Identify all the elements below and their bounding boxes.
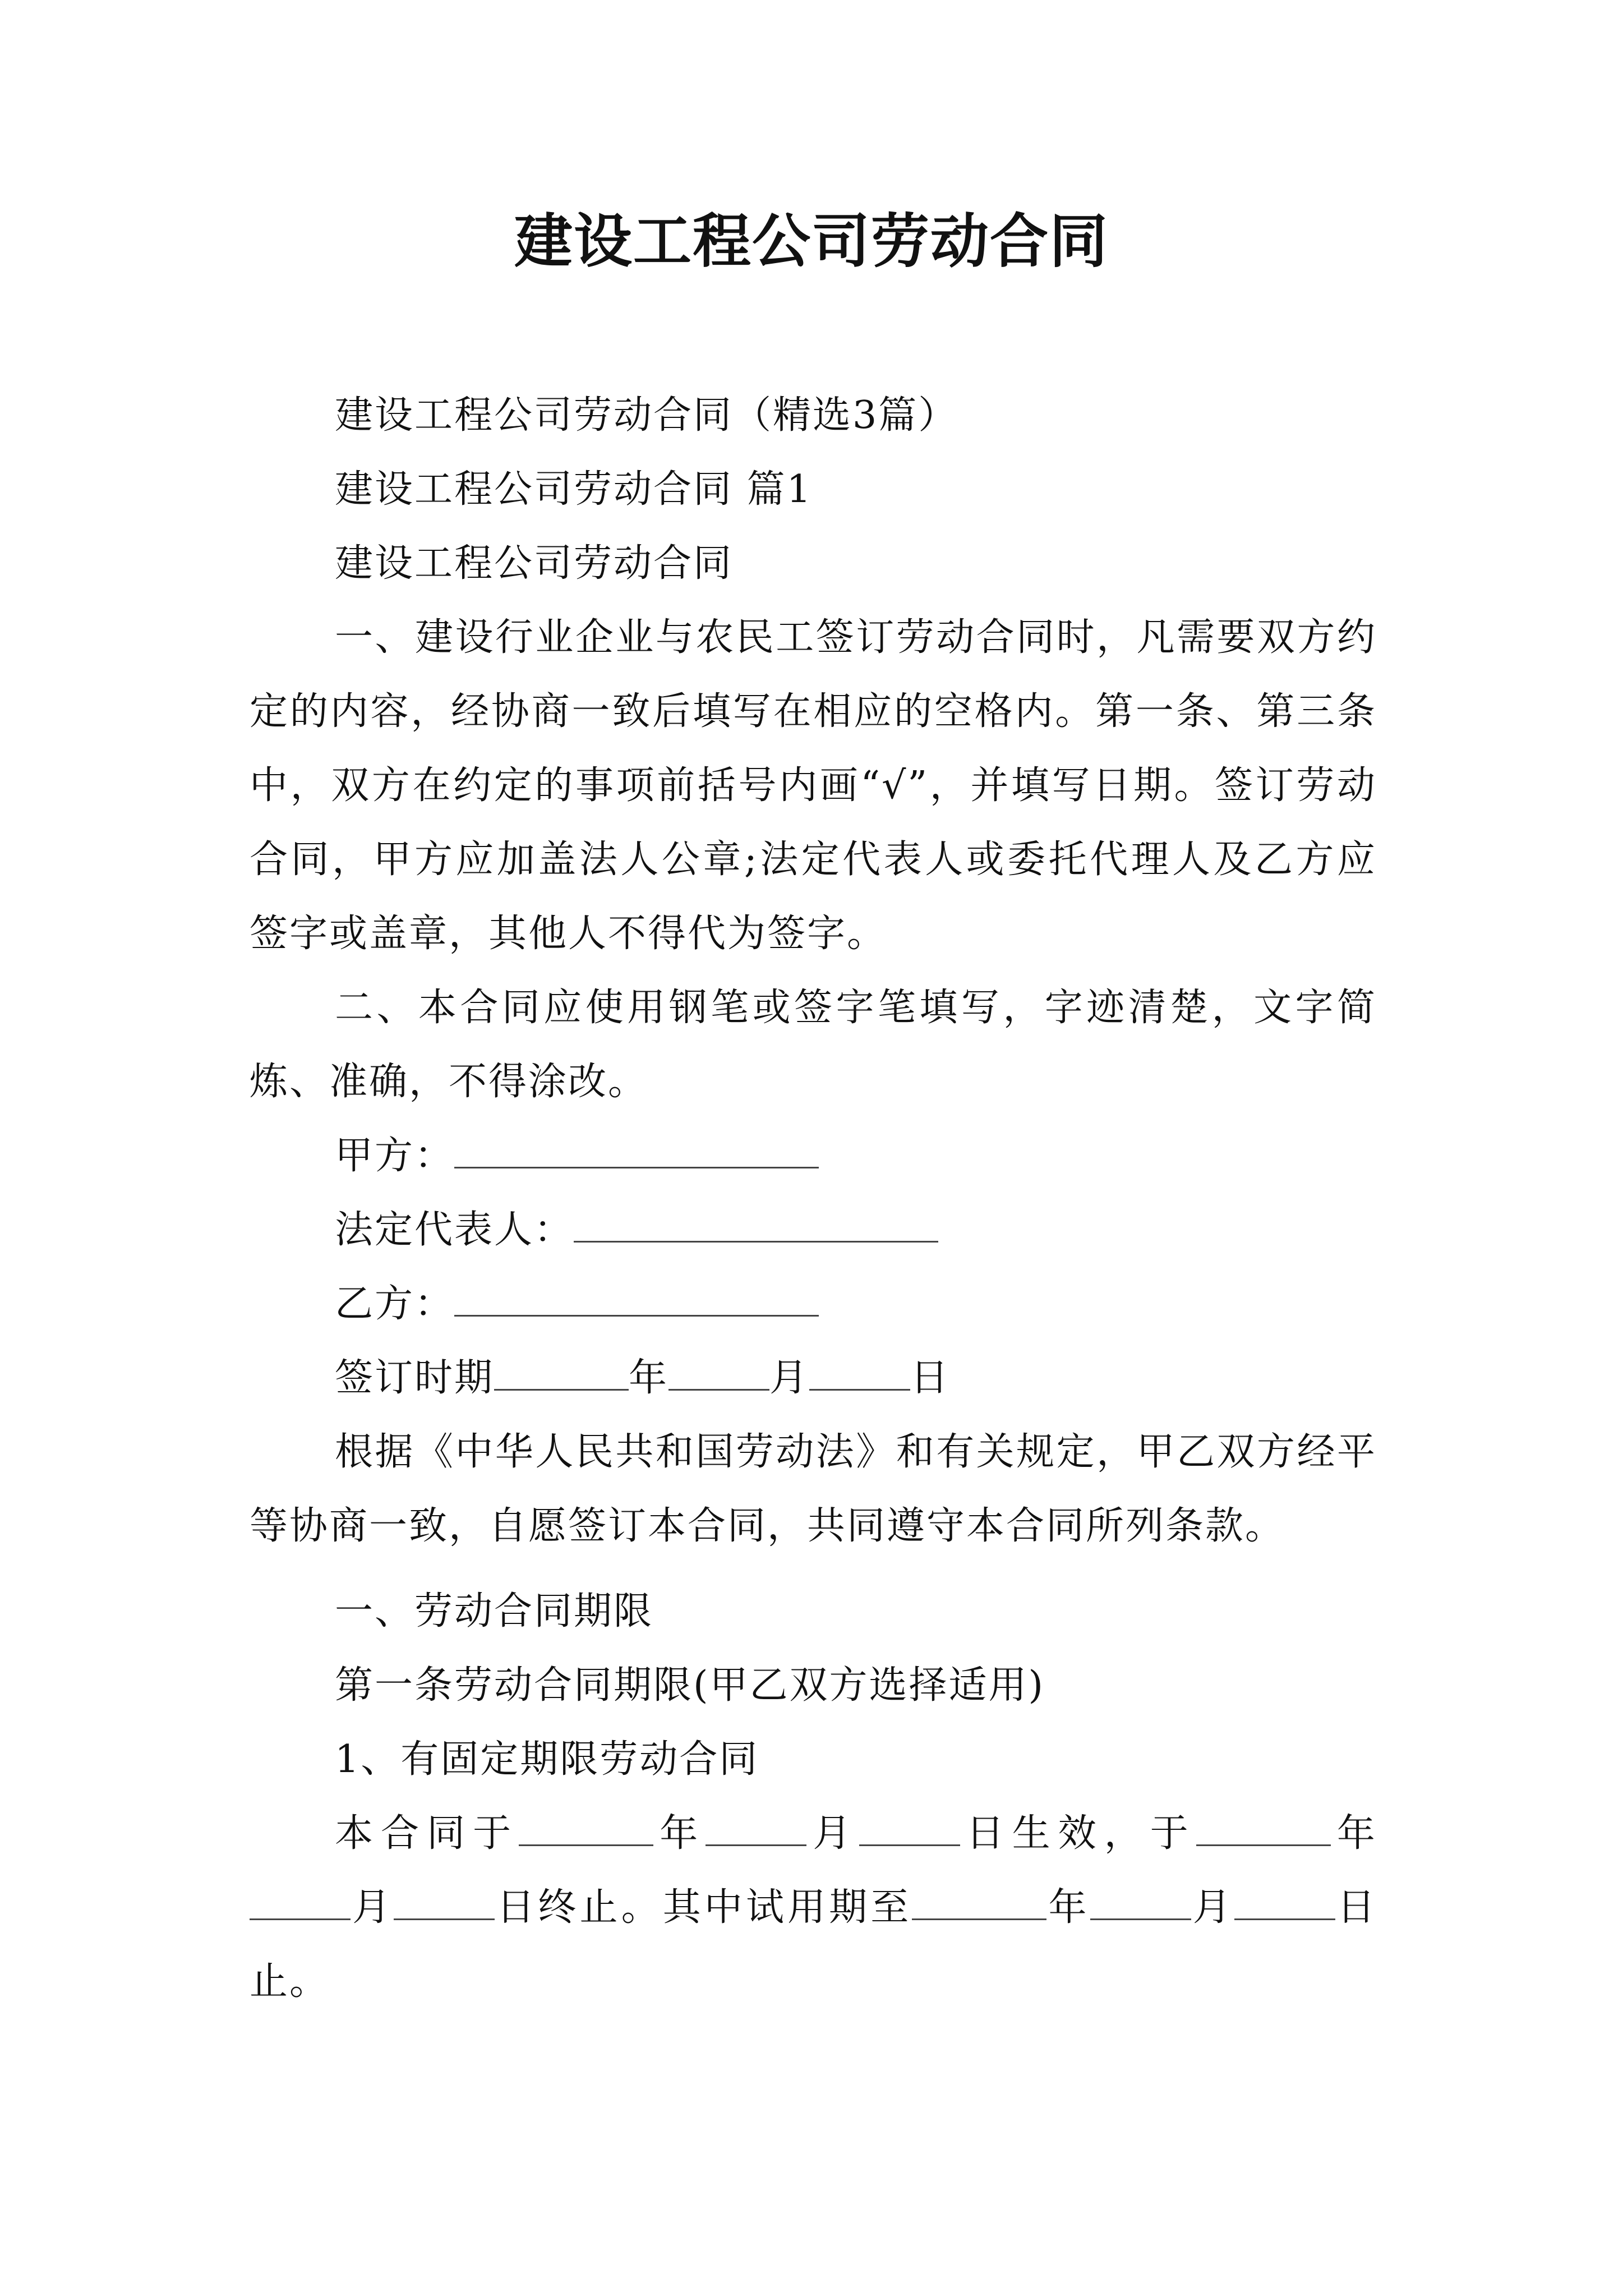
- start-day-blank: [859, 1815, 960, 1846]
- paragraph-part-heading: 建设工程公司劳动合同 篇1: [335, 467, 813, 512]
- probation-month-blank: [1090, 1889, 1191, 1920]
- sign-date-label: 签订时期: [335, 1356, 495, 1400]
- paragraph-selection-heading: 建设工程公司劳动合同（精选3篇）: [335, 393, 958, 438]
- probation-month-label: 月: [1191, 1885, 1234, 1930]
- month-blank: [668, 1360, 769, 1391]
- paragraph-instruction-1: 一、建设行业企业与农民工签订劳动合同时，凡需要双方约定的内容，经协商一致后填写在相应的空格内。第一条、第三条中，双方在约定的事项前括号内画“√”，并填写日期。签订劳动合同，甲方应加盖法人公章;法定代表人或委托代理人及乙方应签字或盖章，其他人不得代为签字。: [250, 615, 1377, 956]
- party-a-blank: [454, 1138, 819, 1168]
- end-year-blank: [1196, 1815, 1331, 1846]
- paragraph-contract-name: 建设工程公司劳动合同: [335, 541, 734, 586]
- year-label: 年: [629, 1356, 669, 1400]
- probation-year-label: 年: [1046, 1885, 1090, 1930]
- party-b-blank: [454, 1286, 819, 1317]
- effective-mid: 日生效，于: [960, 1811, 1196, 1856]
- end-day-blank: [394, 1889, 495, 1920]
- probation-year-blank: [912, 1889, 1046, 1920]
- party-a-label: 甲方：: [335, 1134, 455, 1178]
- party-a-line: [250, 1119, 1377, 1193]
- effective-term-paragraph: [250, 1797, 1377, 2019]
- paragraph-legal-basis: 根据《中华人民共和国劳动法》和有关规定，甲乙双方经平等协商一致，自愿签订本合同，共同遵守本合同所列条款。: [250, 1430, 1377, 1548]
- item-1-heading: 1、有固定期限劳动合同: [335, 1737, 759, 1782]
- legal-rep-label: 法定代表人：: [335, 1208, 574, 1252]
- paragraph-instruction-2: 二、本合同应使用钢笔或签字笔填写，字迹清楚，文字简炼、准确，不得涂改。: [250, 986, 1377, 1104]
- end-mid: 日终止。其中试用期至: [495, 1885, 912, 1930]
- effective-prefix: 本合同于: [335, 1811, 519, 1856]
- document-body: [250, 379, 1377, 2019]
- legal-rep-blank: [574, 1212, 938, 1243]
- party-b-label: 乙方：: [335, 1282, 455, 1326]
- probation-day-blank: [1234, 1889, 1335, 1920]
- party-b-line: [250, 1267, 1377, 1341]
- day-blank: [809, 1360, 910, 1391]
- end-year-label: 年: [1330, 1811, 1377, 1856]
- article-1-heading: 第一条劳动合同期限(甲乙双方选择适用): [335, 1663, 1045, 1708]
- end-month-label: 月: [351, 1885, 394, 1930]
- start-year-label: 年: [653, 1811, 706, 1856]
- section-heading-term: 一、劳动合同期限: [335, 1589, 654, 1634]
- end-month-blank: [250, 1889, 351, 1920]
- year-blank: [494, 1360, 629, 1391]
- end-suffix: 日止。: [250, 1885, 1377, 2004]
- sign-date-line: [250, 1341, 1377, 1415]
- month-label: 月: [769, 1356, 810, 1400]
- start-month-label: 月: [806, 1811, 859, 1856]
- spacer: [250, 1563, 1377, 1575]
- start-year-blank: [519, 1815, 653, 1846]
- day-label: 日: [910, 1356, 951, 1400]
- legal-rep-line: [250, 1193, 1377, 1267]
- start-month-blank: [706, 1815, 806, 1846]
- document-title: 建设工程公司劳动合同: [514, 206, 1109, 275]
